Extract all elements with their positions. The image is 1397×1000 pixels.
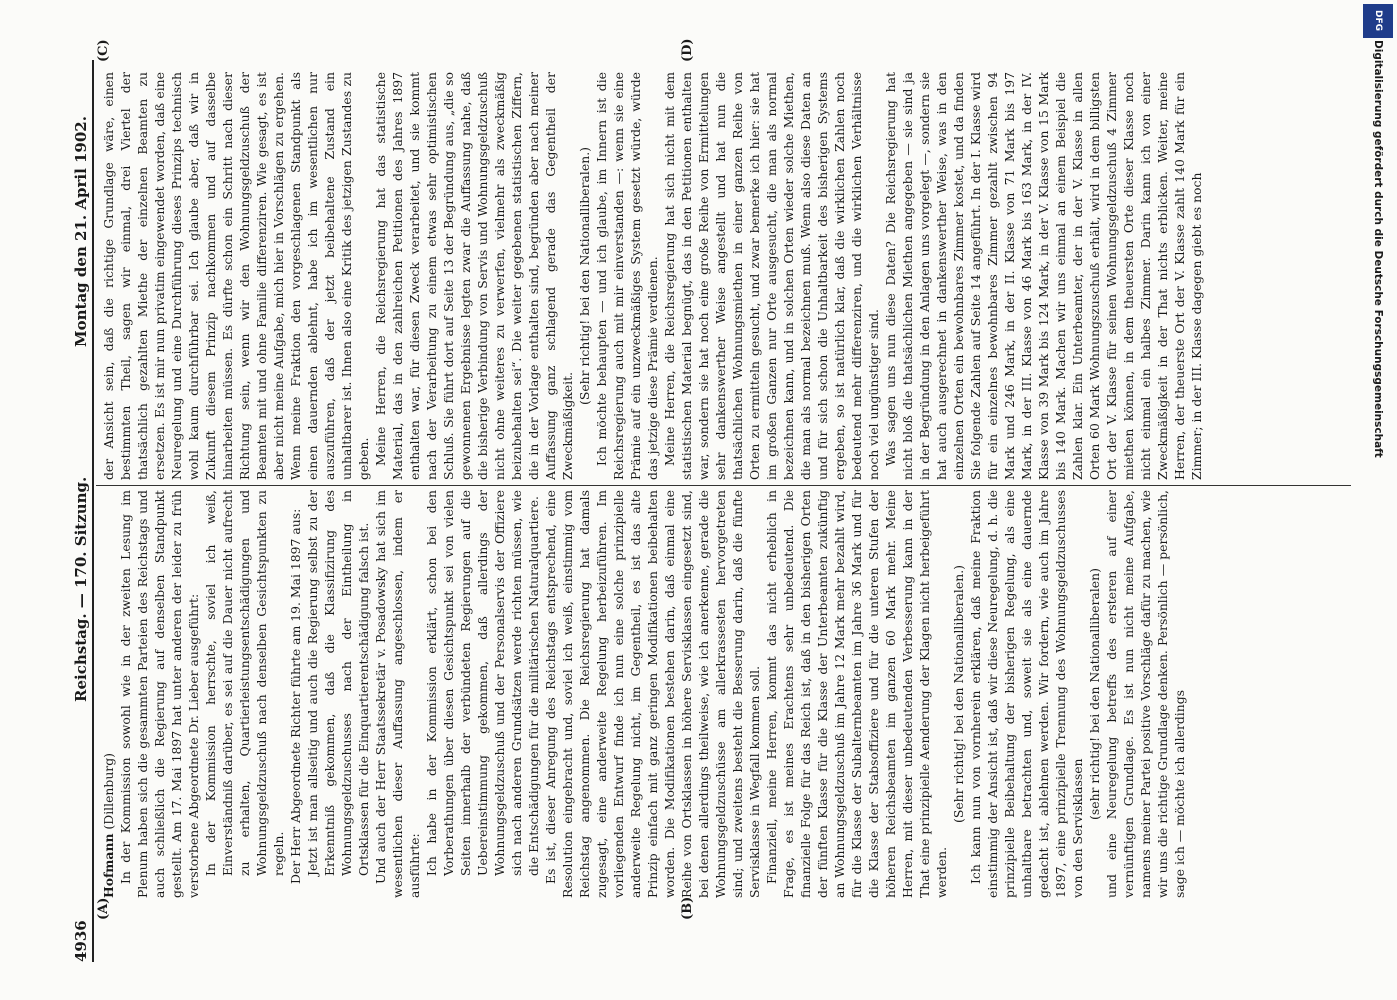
interjection: (Sehr richtig! bei den Nationalliberalen.) xyxy=(577,147,592,405)
session-title: Reichstag. — 170. Sitzung. xyxy=(72,476,90,702)
speaker-line xyxy=(100,490,117,898)
margin-marker-a: (A) xyxy=(96,897,111,920)
paragraph: Und auch der Herr Staatssekretär v. Posadowsky hat sich im wesentlichen dieser Auffassung angeschlossen, indem er ausführte: xyxy=(373,490,422,898)
quote: Ich habe in der Kommission erklärt, schon bei den Vorberathungen über diesen Gesichtspunkt sei von vielen Seiten innerhalb der verbündeten Regierungen auf die Uebereinstimmung gekommen, daß allerdings der Wohnungsgeldzuschuß und der Personalservis der Offiziere sich nach anderen Grundsätzen werde richten müssen, wie die Entschädigungen für die militärischen Naturalquartiere. xyxy=(424,490,541,876)
margin-marker-b: (B) xyxy=(680,896,695,920)
margin-marker-d: (D) xyxy=(680,38,695,62)
page-number: 4936 xyxy=(72,920,90,962)
paragraph: Der Herr Abgeordnete Richter führte am 19. Mai 1897 aus: xyxy=(288,508,303,884)
quote: Jetzt ist man allseitig und auch die Regierung selbst zu der Erkenntniß gekommen, daß die Klassifizirung des Wohnungsgeldzuschusses nach der Eintheilung in Ortsklassen für die Einquartierentschädigung falsch ist. xyxy=(305,490,371,876)
digitization-note-text: Digitalisierung gefördert durch die Deutsche Forschungsgemeinschaft xyxy=(1372,40,1384,458)
interjection: (sehr richtig! bei den Nationalliberalen) xyxy=(1087,568,1102,820)
paragraph: Ich möchte behaupten — und ich glaube, im Innern ist die Reichsregierung auch mit mir einverstanden —: wenn sie eine Prämie auf ein unzweckmäßiges System gesetzt würde, würde das jetzige diese Prämie verdienen. xyxy=(594,72,660,480)
left-column xyxy=(100,490,1351,898)
paragraph: Meine Herren, die Reichsregierung hat das statistische Material, das in den zahlreichen Petitionen des Jahres 1897 enthalten war, für diesen Zweck verarbeitet, und sie kommt nach der Verarbeitung zu einem etwas sehr optimistischen Schluß. Sie führt dort auf Seite 13 der Begründung aus, „die so gewonnenen Ergebnisse legten zwar die Auffassung nahe, daß die bisherige Verbindung von Servis und Wohnungsgeldzuschuß nicht ohne weiteres zu verwerfen, vielmehr als zweckmäßig beizubehalten sei“. Die weiter gegebenen statistischen Ziffern, die in der Vorlage enthalten sind, begründen aber nach meiner Auffassung ganz schlagend gerade das Gegentheil der Zweckmäßigkeit. xyxy=(373,72,575,480)
paragraph: Es ist, dieser Anregung des Reichstags entsprechend, eine Resolution eingebracht und, soviel ich weiß, einstimmig vom Reichstag angenommen. Die Reichsregierung hat damals zugesagt, eine anderweite Regelung herbeizuführen. Im vorliegenden Entwurf finde ich nun eine solche prinzipielle anderweite Regelung nicht, im Gegentheil, es ist das alte Prinzip einfach mit ganz geringen Modifikationen beibehalten worden. Die Modifikationen bestehen darin, daß einmal eine Reihe von Ortsklassen in höhere Servisklassen eingesetzt sind, bei denen allerdings theilweise, wie ich anerkenne, gerade die Wohnungsgeldzuschüsse am allerkrassesten hervorgetreten sind; und zweitens besteht die Besserung darin, daß die fünfte Servisklasse in Wegfall kommen soll. xyxy=(543,490,762,898)
paragraph: und eine Neuregelung betreffs des ersteren auf einer vernünftigen Grundlage. Es ist nun nicht meine Aufgabe, namens meiner Partei positive Vorschläge dafür zu machen, wie wir uns die richtige Grundlage denken. Persönlich — persönlich, sage ich — möchte ich allerdings xyxy=(1104,490,1187,898)
session-date: Montag den 21. April 1902. xyxy=(72,116,90,347)
right-column xyxy=(100,72,1351,480)
paragraph: Was sagen uns nun diese Daten? Die Reichsregierung hat nicht bloß die thatsächlichen Miethen angegeben — sie sind ja in der Begründung in den Anlagen uns vorgelegt —, sondern sie hat auch ausgerechnet in dankenswerther Weise, was in den einzelnen Orten ein bewohnbares Zimmer kostet, und da finden Sie folgende Zahlen auf Seite 14 angeführt. In der I. Klasse wird für ein einzelnes bewohnbares Zimmer gezahlt zwischen 94 Mark und 246 Mark, in der II. Klasse von 71 Mark bis 197 Mark, in der III. Klasse von 46 Mark bis 163 Mark, in der IV. Klasse von 39 Mark bis 124 Mark, in der V. Klasse von 15 Mark bis 140 Mark. Machen wir uns einmal an einem Beispiel die Zahlen klar. Ein Unterbeamter, der in der V. Klasse in allen Orten 60 Mark Wohnungszuschuß erhält, wird in dem billigsten Ort der V. Klasse für seinen Wohnungsgeldzuschuß 4 Zimmer miethen können, in dem theuersten Orte dieser Klasse noch nicht einmal ein halbes Zimmer. Darin kann ich von einer Zweckmäßigkeit in der That nichts erblicken. Weiter, meine Herren, der theuerste Ort der V. Klasse zahlt 140 Mark für ein Zimmer; in der III. Klasse dagegen giebt es noch xyxy=(883,72,1204,480)
speaker-place: (Dillenburg) xyxy=(101,753,116,830)
column-divider xyxy=(96,485,1351,486)
interjection: (Sehr richtig! bei den Nationalliberalen.) xyxy=(951,565,966,823)
paragraph: der Ansicht sein, daß die richtige Grundlage wäre, einen bestimmten Theil, sagen wir einmal, drei Viertel der thatsächlich gezahlten Miethe der einzelnen Beamten zu ersetzen. Es ist mir nun privatim eingewendet worden, daß eine Neuregelung und eine Durchführung dieses Prinzips technisch wohl kaum durchführbar sei. Ich glaube aber, daß wir in Zukunft diesem Prinzip nachkommen und auf dasselbe hinarbeiten müssen. Es dürfte schon ein Schritt nach dieser Richtung sein, wenn wir den Wohnungsgeldzuschuß der Beamten mit und ohne Familie differenziren. Wie gesagt, es ist aber nicht meine Aufgabe, mich hier in Vorschlägen zu ergehen. Wenn meine Fraktion den vorgeschlagenen Standpunkt als einen dauernden ablehnt, habe ich im wesentlichen nur auszuführen, daß der jetzt beibehaltene Zustand ein unhaltbarer ist. Ihnen also eine Kritik des jetzigen Zustandes zu geben. xyxy=(101,72,371,480)
quote: In der Kommission herrschte, soviel ich weiß, Einverständniß darüber, es sei auf die Dauer nicht aufrecht zu erhalten, Quartierleistungsentschädigungen und Wohnungsgeldzuschuß nach denselben Gesichtspunkten zu regeln. xyxy=(203,490,286,876)
paragraph: Ich kann nun von vornherein erklären, daß meine Fraktion einstimmig der Ansicht ist, daß wir diese Neuregelung, d. h. die prinzipielle Beibehaltung der bisherigen Regelung, als eine unhaltbare betrachten und, soweit sie als eine dauernde gedacht ist, ablehnen werden. Wir fordern, wie auch im Jahre 1897, eine prinzipielle Trennung des Wohnungsgeldzuschusses von den Servisklassen xyxy=(968,490,1085,898)
margin-marker-c: (C) xyxy=(96,39,111,62)
header-rule xyxy=(92,60,94,962)
paragraph: Meine Herren, die Reichsregierung hat sich nicht mit dem statistischen Material begnügt, das in den Petitionen enthalten war, sondern sie hat noch eine große Reihe von Ermittelungen sehr dankenswerther Weise angestellt und hat nun die thatsächlichen Wohnungsmiethen in einer ganzen Reihe von Orten zu ermitteln gesucht, und zwar bemerke ich hier: sie hat im großen Ganzen nur Orte ausgesucht, die man als normal bezeichnen kann, und in solchen Orten wieder solche Miethen, die man als normal bezeichnen muß. Wenn also diese Daten an und für sich schon die Unhaltbarkeit des bisherigen Systems ergeben, so ist natürlich klar, daß die wirklichen Zahlen noch bedeutend mehr differenziren, und die wirklichen Verhältnisse noch viel ungünstiger sind. xyxy=(662,72,881,480)
paragraph: Finanziell, meine Herren, kommt das nicht erheblich in Frage, es ist meines Erachtens sehr unbedeutend. Die finanzielle Folge für das Reich ist, daß in den bisherigen Orten der fünften Klasse für die Klasse der Unterbeamten zukünftig an Wohnungsgeldzuschuß im Jahre 12 Mark mehr bezahlt wird, für die Klasse der Subalternbeamten im Jahre 36 Mark und für die Klasse der Stabsoffiziere und für die unteren Stufen der höheren Reichsbeamten im ganzen 60 Mark mehr. Meine Herren, mit dieser unbedeutenden Verbesserung kann in der That eine prinzipielle Aenderung der Klagen nicht herbeigeführt werden. xyxy=(764,490,949,898)
speaker-name: Hofmann xyxy=(101,833,116,898)
paragraph: In der Kommission sowohl wie in der zweiten Lesung im Plenum haben sich die gesammten Parteien des Reichstags und auch schließlich die Regierung auf denselben Standpunkt gestellt. Am 17. Mai 1897 hat unter anderen der leider zu früh verstorbene Abgeordnete Dr. Lieber ausgeführt: xyxy=(118,490,201,898)
dfg-logo: DFG xyxy=(1363,4,1393,38)
